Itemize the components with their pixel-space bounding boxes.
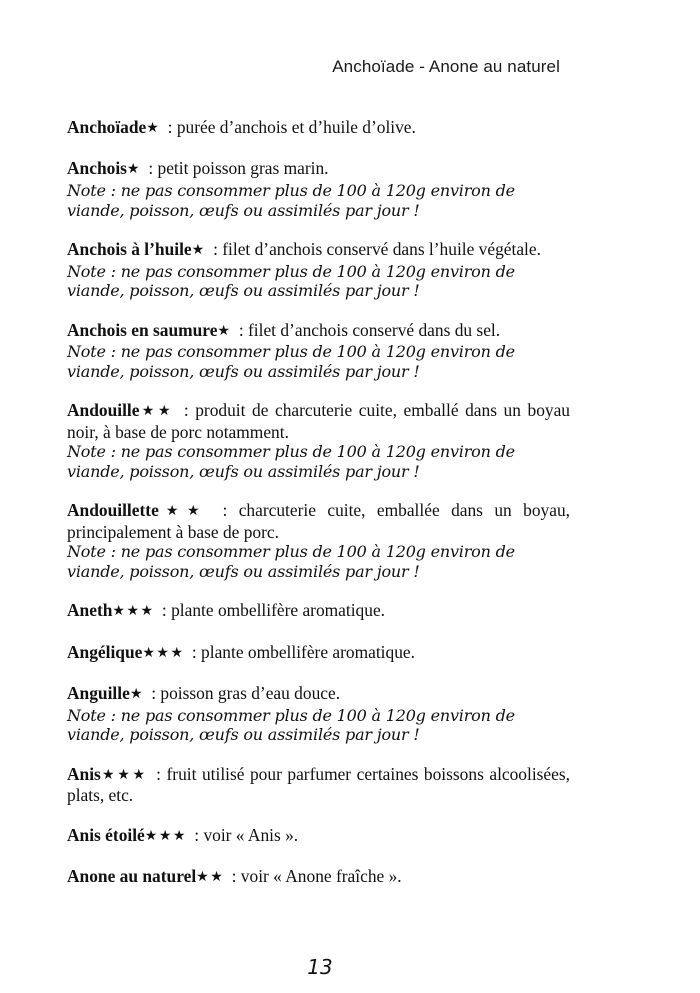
star-rating-icon: ★★ (139, 404, 175, 420)
entry-term: Anis étoilé (67, 824, 145, 845)
star-rating-icon: ★★★ (142, 645, 185, 661)
page-number: 13 (307, 955, 333, 979)
star-rating-icon: ★ (217, 323, 232, 339)
entry (67, 826, 570, 848)
entry-note: Note : ne pas consommer plus de 100 à 120g environ de viande, poisson, œufs ou assimilés par jour ! (67, 705, 515, 745)
entry (67, 765, 570, 806)
entry (67, 684, 570, 745)
entry-term: Anis (67, 763, 101, 784)
entry-definition: : poisson gras d’eau douce. (146, 683, 341, 704)
star-rating-icon: ★★★ (112, 604, 155, 620)
entry-note: Note : ne pas consommer plus de 100 à 120g environ de viande, poisson, œufs ou assimilés par jour ! (67, 542, 515, 582)
entry-term: Anchois en saumure (67, 319, 218, 340)
entry-definition: : produit de charcuterie cuite, emballé dans un boyau noir, à base de porc notamment. (67, 400, 571, 442)
entry-term: Anchois à l’huile (67, 238, 192, 259)
entry-term: Andouille (67, 400, 140, 421)
entry-note: Note : ne pas consommer plus de 100 à 120g environ de viande, poisson, œufs ou assimilés par jour ! (67, 180, 515, 220)
dictionary-entries (67, 118, 570, 909)
entry-definition: : filet d’anchois conservé dans l’huile végétale. (208, 238, 541, 259)
star-rating-icon: ★ (191, 242, 206, 258)
entry-definition: : plante ombellifère aromatique. (157, 600, 386, 621)
star-rating-icon: ★★★ (100, 767, 148, 783)
star-rating-icon: ★ (126, 162, 141, 178)
star-rating-icon: ★★ (158, 504, 209, 520)
entry-note: Note : ne pas consommer plus de 100 à 120g environ de viande, poisson, œufs ou assimilés par jour ! (67, 342, 515, 381)
entry-term: Anchois (67, 158, 127, 179)
entry-definition: : voir « Anis ». (189, 824, 299, 845)
entry (67, 501, 570, 581)
entry-term: Anone au naturel (67, 866, 197, 887)
entry-definition: : plante ombellifère aromatique. (187, 641, 415, 662)
entry-term: Anguille (67, 683, 130, 704)
entry-definition: : charcuterie cuite, emballée dans un boyau, principalement à base de porc. (67, 500, 570, 542)
entry-definition: : voir « Anone fraîche ». (227, 866, 402, 887)
entry-term: Angélique (67, 641, 143, 662)
entry-definition: : petit poisson gras marin. (143, 158, 329, 179)
entry-term: Andouillette (67, 500, 159, 521)
entry (67, 643, 570, 665)
star-rating-icon: ★ (146, 121, 161, 136)
entry (67, 321, 570, 382)
entry (67, 867, 570, 889)
entry-term: Anchoïade (67, 117, 147, 137)
entry-definition: : purée d’anchois et d’huile d’olive. (163, 117, 416, 137)
entry (67, 401, 570, 481)
entry-definition: : filet d’anchois conservé dans du sel. (234, 319, 501, 340)
entry (67, 240, 570, 301)
entry-note: Note : ne pas consommer plus de 100 à 120g environ de viande, poisson, œufs ou assimilés par jour ! (67, 261, 515, 301)
star-rating-icon: ★ (129, 687, 144, 703)
star-rating-icon: ★★★ (144, 828, 187, 844)
entry-definition: : fruit utilisé pour parfumer certaines boissons alcoolisées, plats, etc. (67, 763, 570, 806)
running-head: Anchoïade - Anone au naturel (332, 57, 560, 76)
entry (67, 601, 570, 623)
entry (67, 159, 570, 220)
star-rating-icon: ★★ (196, 870, 225, 886)
entry-term: Aneth (67, 600, 113, 621)
entry-note: Note : ne pas consommer plus de 100 à 120g environ de viande, poisson, œufs ou assimilés par jour ! (67, 442, 515, 481)
entry (67, 118, 570, 140)
